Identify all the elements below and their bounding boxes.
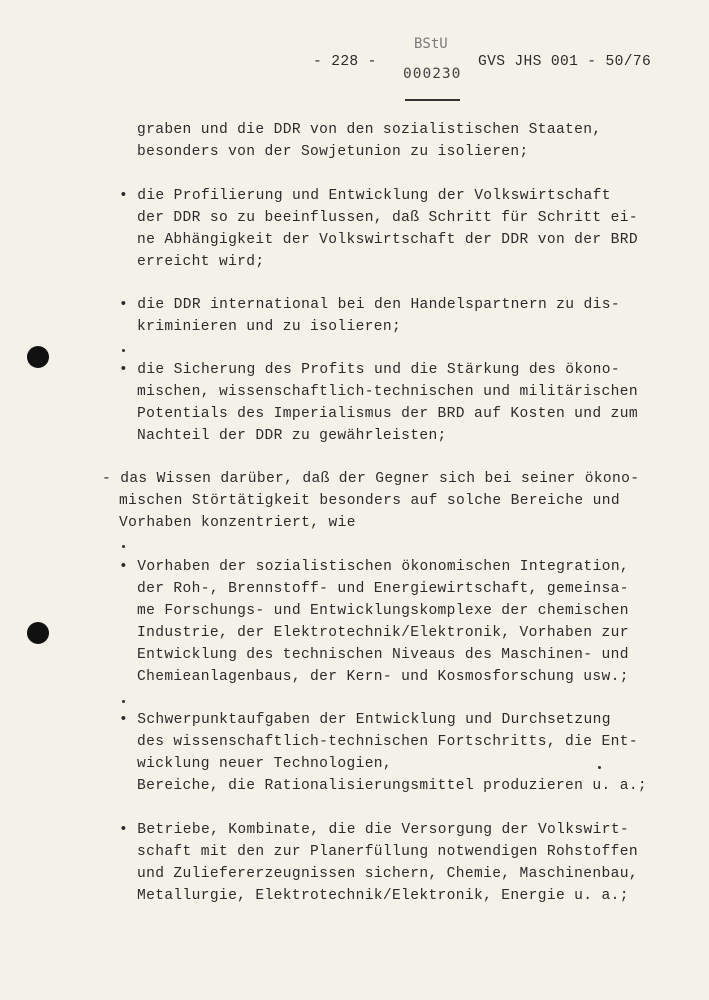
text-line: der Roh-, Brennstoff- und Energiewirtschaft, gemeinsa- [137,581,629,597]
bullet-line: • Betriebe, Kombinate, die die Versorgung der Volkswirt- [119,822,630,838]
document-reference: GVS JHS 001 - 50/76 [478,54,652,70]
typewriter-mark [122,545,125,548]
text-line: und Zuliefererzeugnissen sichern, Chemie, Maschinenbau, [137,866,638,882]
text-line: Industrie, der Elektrotechnik/Elektronik, Vorhaben zur [137,625,629,641]
page-number: - 228 - [313,54,377,70]
text-line: erreicht wird; [137,254,265,270]
typewriter-mark [122,700,125,703]
punch-hole-top [27,346,49,368]
bullet-line: • die Sicherung des Profits und die Stärkung des ökono- [119,362,620,378]
punch-hole-bottom [27,622,49,644]
bullet-line: • Vorhaben der sozialistischen ökonomischen Integration, [119,559,630,575]
text-line: des wissenschaftlich-technischen Fortschritts, die Ent- [137,734,638,750]
archive-stamp-label: BStU [414,36,448,52]
text-line: der DDR so zu beeinflussen, daß Schritt für Schritt ei- [137,210,638,226]
text-line: ne Abhängigkeit der Volkswirtschaft der DDR von der BRD [137,232,638,248]
bullet-line: • die DDR international bei den Handelspartnern zu dis- [119,297,620,313]
text-line: mischen Störtätigkeit besonders auf solche Bereiche und [119,493,620,509]
text-line: graben und die DDR von den sozialistischen Staaten, [137,122,602,138]
text-line: Vorhaben konzentriert, wie [119,515,356,531]
typewriter-mark [598,766,601,769]
bullet-line: • die Profilierung und Entwicklung der Volkswirtschaft [119,188,611,204]
text-line: wicklung neuer Technologien, [137,756,393,772]
text-line: kriminieren und zu isolieren; [137,319,402,335]
text-line: Chemieanlagenbaus, der Kern- und Kosmosforschung usw.; [137,669,629,685]
typewriter-mark [122,349,125,352]
text-line: Nachteil der DDR zu gewährleisten; [137,428,447,444]
text-line: me Forschungs- und Entwicklungskomplexe der chemischen [137,603,629,619]
text-line: mischen, wissenschaftlich-technischen und militärischen [137,384,638,400]
bullet-line: • Schwerpunktaufgaben der Entwicklung und Durchsetzung [119,712,611,728]
text-line: schaft mit den zur Planerfüllung notwendigen Rohstoffen [137,844,638,860]
dash-line: - das Wissen darüber, daß der Gegner sich bei seiner ökono- [102,471,640,487]
header-rule [405,99,460,101]
text-line: besonders von der Sowjetunion zu isolieren; [137,144,529,160]
text-line: Potentials des Imperialismus der BRD auf Kosten und zum [137,406,638,422]
text-line: Entwicklung des technischen Niveaus des Maschinen- und [137,647,629,663]
archive-stamp-number: 000230 [403,66,462,82]
text-line: Bereiche, die Rationalisierungsmittel produzieren u. a.; [137,778,648,794]
text-line: Metallurgie, Elektrotechnik/Elektronik, Energie u. a.; [137,888,629,904]
